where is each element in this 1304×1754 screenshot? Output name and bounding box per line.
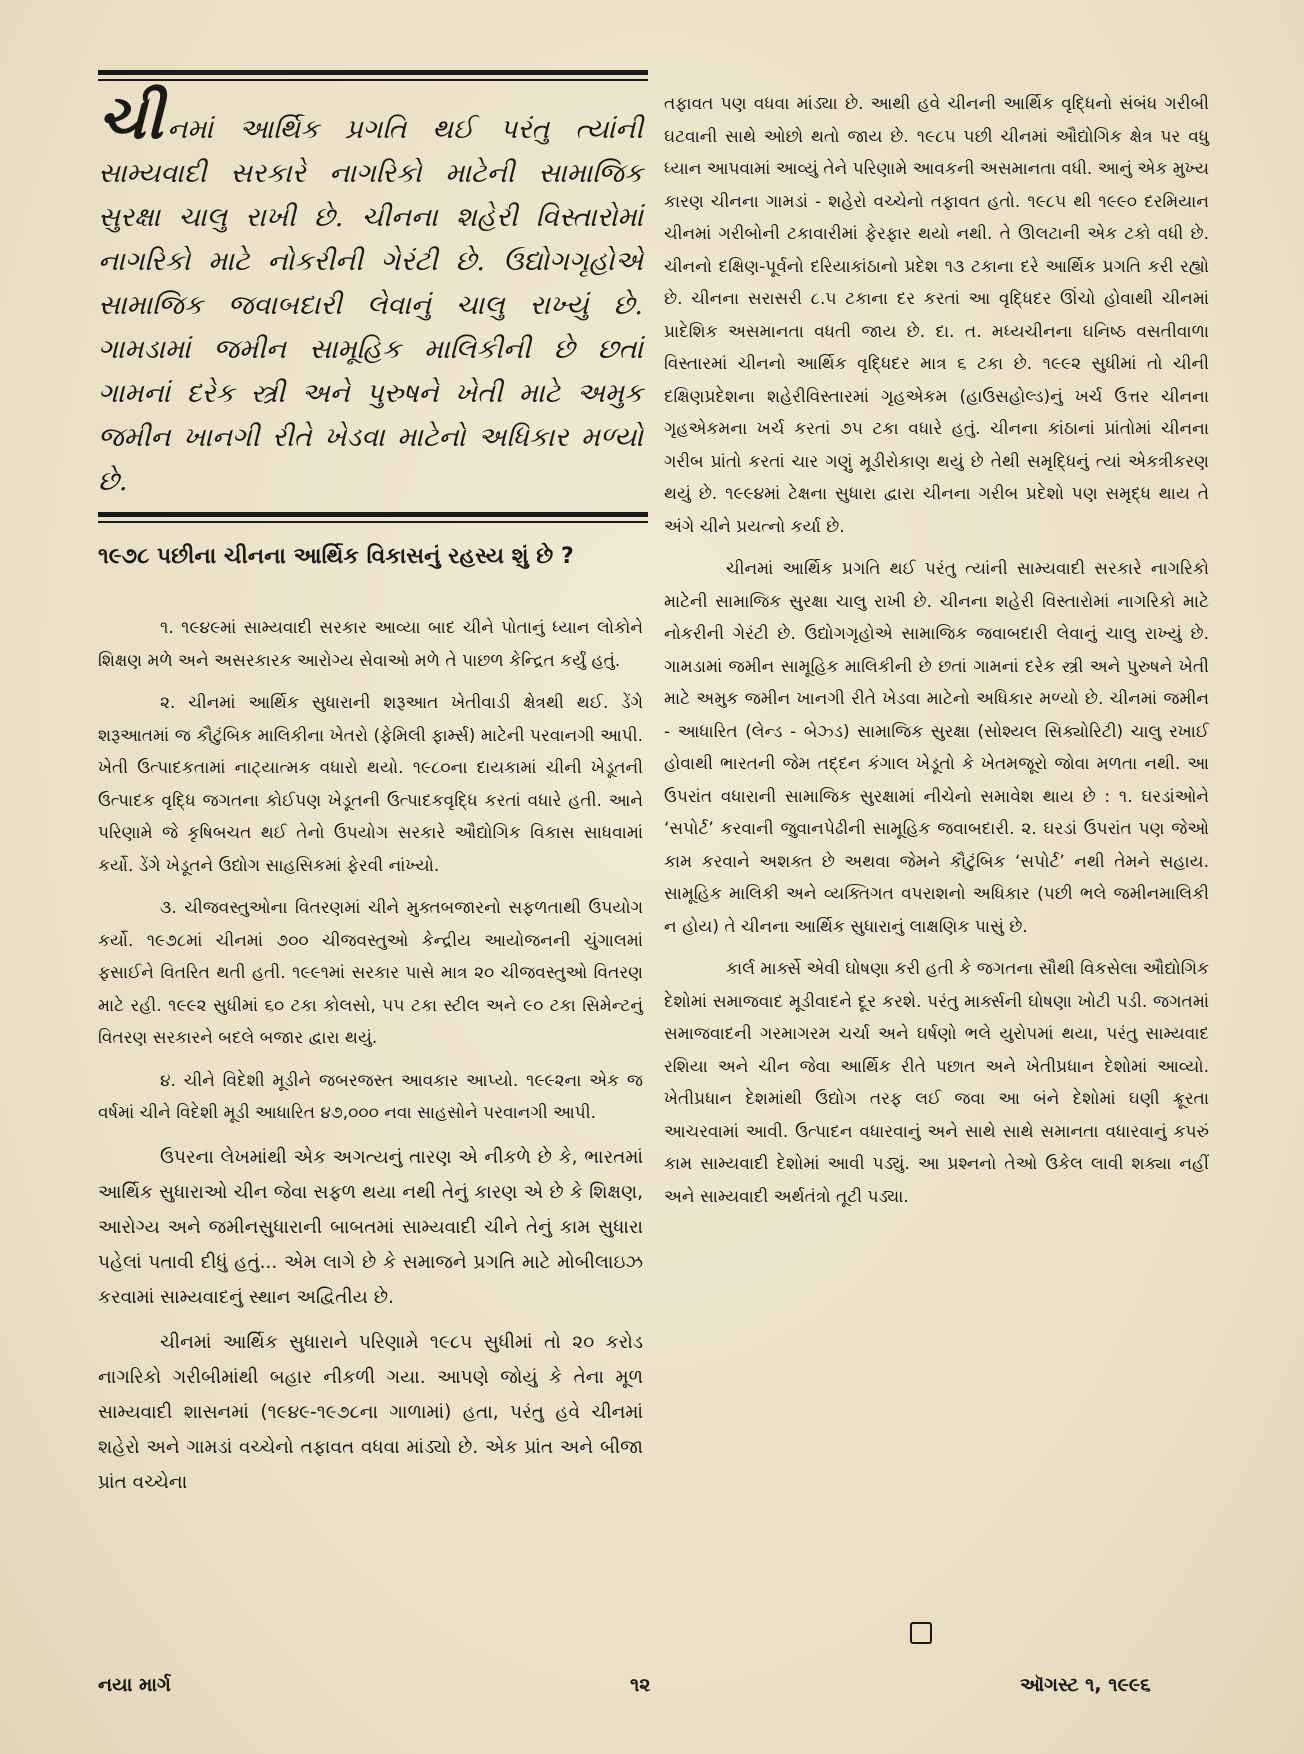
mid-rule-thin <box>98 521 648 523</box>
point-4: ૪. ચીને વિદેશી મૂડીને જબરજસ્ત આવકાર આપ્યો. ૧૯૯૨ના એક જ વર્ષમાં ચીને વિદેશી મૂડી આધારિત ૪૭,૦૦૦ નવા સાહસોને પરવાનગી આપી. <box>98 1070 643 1123</box>
paragraph-marx: કાર્લ માર્ક્સે એવી ઘોષણા કરી હતી કે જગતના સૌથી વિકસેલા ઔદ્યોગિક દેશોમાં સમાજવાદ મૂડીવાદને દૂર કરશે. પરંતુ માર્ક્સની ઘોષણા ખોટી પડી. જગતમાં સમાજવાદની ગરમાગરમ ચર્ચા અને ઘર્ષણો ભલે યુરોપમાં થયા, પરંતુ સામ્યવાદ રશિયા અને ચીન જેવા આર્થિક રીતે પછાત અને ખેતીપ્રધાન દેશોમાં આવ્યો. ખેતીપ્રધાન દેશમાંથી ઉદ્યોગ તરફ લઈ જવા આ બંને દેશોમાં ઘણી ક્રૂરતા આચરવામાં આવી. ઉત્પાદન વધારવાનું અને સાથે સાથે સમાનતા વધારવાનું કપરું કામ સામ્યવાદી દેશોમાં આવી પડ્યું. આ પ્રશ્નનો તેઓ ઉકેલ લાવી શક્યા નહીં અને સામ્યવાદી અર્થતંત્રો તૂટી પડ્યા. <box>664 959 1209 1207</box>
end-mark-icon <box>910 1622 932 1644</box>
pull-quote-dropcap: ચી <box>98 83 164 153</box>
point-1: ૧. ૧૯૪૯માં સામ્યવાદી સરકાર આવ્યા બાદ ચીને પોતાનું ધ્યાન લોકોને શિક્ષણ મળે અને અસરકારક આરોગ્ય સેવાઓ મળે તે પાછળ કેન્દ્રિત કર્યું હતું. <box>98 618 643 671</box>
mid-rule-thick <box>98 512 648 517</box>
top-rule-thick <box>98 70 648 75</box>
point-2: ૨. ચીનમાં આર્થિક સુધારાની શરૂઆત ખેતીવાડી ક્ષેત્રથી થઈ. ડેંગે શરૂઆતમાં જ કૌટુંબિક માલિકીના ખેતરો (ફેમિલી ફાર્મ્સ) માટેની પરવાનગી આપી. ખેતી ઉત્પાદકતામાં નાટ્યાત્મક વધારો થયો. ૧૯૮૦ના દાયકામાં ચીની ખેડૂતની ઉત્પાદક વૃદ્ધિ જગતના કોઈપણ ખેડૂતની ઉત્પાદકવૃદ્ધિ કરતાં વધારે હતી. આને પરિણામે જે કૃષિબચત થઈ તેનો ઉપયોગ સરકારે ઔદ્યોગિક વિકાસ સાધવામાં કર્યો. ડેંગે ખેડૂતને ઉદ્યોગ સાહસિકમાં ફેરવી નાંખ્યો. <box>98 693 643 876</box>
left-column <box>98 612 643 1510</box>
section-heading: ૧૯૭૮ પછીના ચીનના આર્થિક વિકાસનું રહસ્ય શું છે ? <box>98 544 574 569</box>
point-3: ૩. ચીજવસ્તુઓના વિતરણમાં ચીને મુક્તબજારનો સફળતાથી ઉપયોગ કર્યો. ૧૯૭૮માં ચીનમાં ૭૦૦ ચીજવસ્તુઓ કેન્દ્રીય આયોજનની ચુંગાલમાં ફસાઈને વિતરિત થતી હતી. ૧૯૯૧માં સરકાર પાસે માત્ર ૨૦ ચીજવસ્તુઓ વિતરણ માટે રહી. ૧૯૯૨ સુધીમાં ૬૦ ટકા કોલસો, ૫૫ ટકા સ્ટીલ અને ૯૦ ટકા સિમેન્ટનું વિતરણ સરકારને બદલે બજાર દ્વારા થયું. <box>98 898 643 1048</box>
right-column <box>664 88 1209 1223</box>
paragraph-conclusion: ઉપરના લેખમાંથી એક અગત્યનું તારણ એ નીકળે છે કે, ભારતમાં આર્થિક સુધારાઓ ચીન જેવા સફળ થયા નથી તેનું કારણ એ છે કે શિક્ષણ, આરોગ્ય અને જમીનસુધારાની બાબતમાં સામ્યવાદી ચીને તેનું કામ સુધારા પહેલાં પતાવી દીધું હતું... એમ લાગે છે કે સમાજને પ્રગતિ માટે મોબીલાઇઝ કરવામાં સામ્યવાદનું સ્થાન અદ્વિતીય છે. <box>98 1146 643 1308</box>
paragraph-continued: તફાવત પણ વધવા માંડ્યા છે. આથી હવે ચીનની આર્થિક વૃદ્ધિનો સંબંધ ગરીબી ઘટવાની સાથે ઓછો થતો જાય છે. ૧૯૮૫ પછી ચીનમાં ઔદ્યોગિક ક્ષેત્ર પર વધુ ધ્યાન આપવામાં આવ્યું તેને પરિણામે આવકની અસમાનતા વધી. આનું એક મુખ્ય કારણ ચીનના ગામડાં - શહેરો વચ્ચેનો તફાવત હતો. ૧૯૮૫ થી ૧૯૯૦ દરમિયાન ચીનમાં ગરીબોની ટકાવારીમાં ફેરફાર થયો નથી. તે ઊલટાની એક ટકો વધી છે. ચીનનો દક્ષિણ-પૂર્વનો દરિયાકાંઠાનો પ્રદેશ ૧૩ ટકાના દરે આર્થિક પ્રગતિ કરી રહ્યો છે. ચીનના સરાસરી ૮.૫ ટકાના દર કરતાં આ વૃદ્ધિદર ઊંચો હોવાથી ચીનમાં પ્રાદેશિક અસમાનતા વધતી જાય છે. દા. ત. મધ્યચીનના ઘનિષ્ઠ વસતીવાળા વિસ્તારમાં ચીનનો આર્થિક વૃદ્ધિદર માત્ર ૬ ટકા છે. ૧૯૯૨ સુધીમાં તો ચીની દક્ષિણપ્રદેશના શહેરીવિસ્તારમાં ગૃહએકમ (હાઉસહોલ્ડ)નું ખર્ચ ઉત્તર ચીનના ગૃહએકમના ખર્ચ કરતાં ૭૫ ટકા વધારે હતું. ચીનના કાંઠાનાં પ્રાંતોમાં ચીનના ગરીબ પ્રાંતો કરતાં ચાર ગણું મૂડીરોકાણ થયું છે તેથી સમૃદ્ધિનું ત્યાં એકત્રીકરણ થયું છે. ૧૯૯૪માં ટેક્ષના સુધારા દ્વારા ચીનના ગરીબ પ્રદેશો પણ સમૃદ્ધ થાય તે અંગે ચીને પ્રયત્નો કર્યા છે. <box>664 94 1210 537</box>
top-rule-thin <box>98 79 648 81</box>
paragraph-poverty: ચીનમાં આર્થિક સુધારાને પરિણામે ૧૯૮૫ સુધીમાં તો ૨૦ કરોડ નાગરિકો ગરીબીમાંથી બહાર નીકળી ગયા. આપણે જોયું કે તેના મૂળ સામ્યવાદી શાસનમાં (૧૯૪૯-૧૯૭૮ના ગાળામાં) હતા, પરંતુ હવે ચીનમાં શહેરો અને ગામડાં વચ્ચેનો તફાવત વધવા માંડ્યો છે. એક પ્રાંત અને બીજા પ્રાંત વચ્ચેના <box>98 1331 643 1493</box>
footer-magazine-name: નયા માર્ગ <box>98 1674 171 1696</box>
footer-page-number: ૧૨ <box>630 1674 651 1696</box>
pull-quote <box>98 83 643 504</box>
footer-date: ઑગસ્ટ ૧, ૧૯૯૬ <box>1020 1674 1151 1696</box>
paragraph-social-security: ચીનમાં આર્થિક પ્રગતિ થઈ પરંતુ ત્યાંની સામ્યવાદી સરકારે નાગરિકો માટેની સામાજિક સુરક્ષા ચાલુ રાખી છે. ચીનના શહેરી વિસ્તારોમાં નાગરિકો માટે નોકરીની ગેરંટી છે. ઉદ્યોગગૃહોએ સામાજિક જવાબદારી લેવાનું ચાલુ રાખ્યું છે. ગામડામાં જમીન સામૂહિક માલિકીની છે છતાં ગામનાં દરેક સ્ત્રી અને પુરુષને ખેતી માટે અમુક જમીન ખાનગી રીતે ખેડવા માટેનો અધિકાર મળ્યો છે. ચીનમાં જમીન - આધારિત (લેન્ડ - બેઝ્ડ) સામાજિક સુરક્ષા (સોશ્યલ સિક્યોરિટી) ચાલુ રખાઈ હોવાથી ભારતની જેમ તદ્દન કંગાલ ખેડૂતો કે ખેતમજૂરો જોવા મળતા નથી. આ ઉપરાંત વધારાની સામાજિક સુરક્ષામાં નીચેનો સમાવેશ થાય છે : ૧. ઘરડાંઓને ‘સપોર્ટ’ કરવાની જુવાનપેઢીની સામૂહિક જવાબદારી. ૨. ઘરડાં ઉપરાંત પણ જેઓ કામ કરવાને અશક્ત છે અથવા જેમને કૌટુંબિક ‘સપોર્ટ’ નથી તેમને સહાય. સામૂહિક માલિકી અને વ્યક્તિગત વપરાશનો અધિકાર (પછી ભલે જમીનમાલિકી ન હોય) તે ચીનના આર્થિક સુધારાનું લાક્ષણિક પાસું છે. <box>664 559 1209 937</box>
pull-quote-text: નમાં આર્થિક પ્રગતિ થઈ પરંતુ ત્યાંની સામ્યવાદી સરકારે નાગરિકો માટેની સામાજિક સુરક્ષા ચાલુ રાખી છે. ચીનના શહેરી વિસ્તારોમાં નાગરિકો માટે નોકરીની ગેરંટી છે. ઉદ્યોગગૃહોએ સામાજિક જવાબદારી લેવાનું ચાલુ રાખ્યું છે. ગામડામાં જમીન સામૂહિક માલિકીની છે છતાં ગામનાં દરેક સ્ત્રી અને પુરુષને ખેતી માટે અમુક જમીન ખાનગી રીતે ખેડવા માટેનો અધિકાર મળ્યો છે. <box>98 114 643 497</box>
